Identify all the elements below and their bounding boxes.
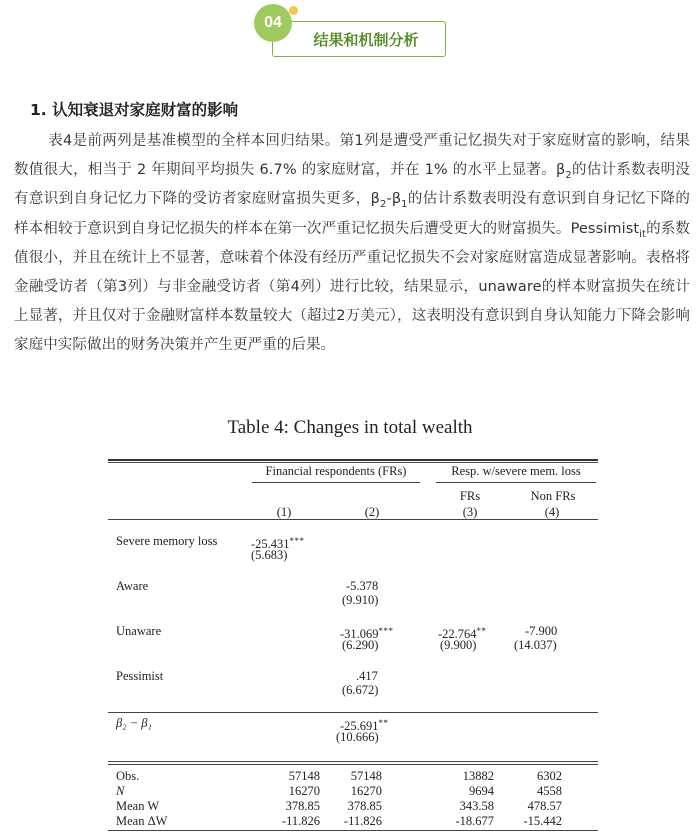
para-part-5: 的系数值很小，并且在统计上不显著，意味着个体没有经历严重记忆损失不会对家庭财富造成显著影响。表格将金融受访者（第3列）与非金融受访者（第4列）进行比较，结果显示，unaware的样本财富损失在统计上显著，并且仅对于金融财富样本数量较大（超过2万美元），这表明没有意识到自身认知能力下降会影响家庭中实际做出的财务决策并产生更严重的后果。 — [14, 220, 691, 354]
para-part-1: 表4是前两列是基准模型的全样本回归结果。第1列是遭受严重记忆损失对于家庭财富的影响，结果数值很大，相当于 2 年期间平均损失 6.7% 的家庭财富，并在 1% 的水平上显著。β — [14, 133, 690, 179]
table-top-rule-2 — [108, 462, 598, 463]
row-label-pessimist: Pessimist — [116, 669, 164, 683]
group-header-severe: Resp. w/severe mem. loss — [451, 464, 581, 478]
table-title: Table 4: Changes in total wealth — [227, 417, 473, 438]
stat-n-c3: 9694 — [469, 784, 494, 798]
coef: -25.431 — [251, 537, 290, 551]
stat-label-n: N — [116, 784, 125, 798]
cell-pessimist-c2: .417 — [356, 669, 378, 683]
se-unaware-c3: (9.900) — [440, 638, 477, 652]
group-header-frs: Financial respondents (FRs) — [265, 464, 407, 478]
col3-name: FRs — [459, 489, 481, 503]
stat-n-c2: 16270 — [350, 784, 382, 798]
stat-n-c1: 16270 — [288, 784, 320, 798]
header-bottom-rule — [108, 519, 598, 520]
para-part-3: -β — [386, 191, 402, 208]
stat-n-c4: 4558 — [537, 784, 562, 798]
se-aware-c2: (9.910) — [342, 593, 379, 607]
row-label-severe: Severe memory loss — [116, 534, 218, 548]
stat-meandw-c2: -11.826 — [343, 814, 382, 828]
subscript-1: 1 — [401, 199, 408, 211]
subsection-heading: 1. 认知衰退对家庭财富的影响 — [30, 101, 239, 119]
stat-label-mean-dw: Mean ΔW — [116, 814, 168, 828]
se-severe-c1: (5.683) — [251, 548, 288, 562]
stat-meanw-c4: 478.57 — [527, 799, 562, 813]
stat-label-mean-w: Mean W — [116, 799, 160, 813]
stat-obs-c2: 57148 — [350, 769, 382, 783]
para-part-4: 的估计系数表明没有意识到自身记忆下降的样本相较于意识到自身记忆损失的样本在第一次严重记忆损失后遭受更大的财富损失。Pessimist — [14, 191, 690, 237]
body-paragraph — [14, 127, 690, 361]
section-number: 04 — [254, 4, 292, 42]
stats-top-rule — [108, 761, 598, 762]
col-num-4: (4) — [544, 505, 560, 519]
section-title: 结果和机制分析 — [272, 21, 446, 57]
table-top-rule — [108, 459, 598, 461]
subscript-2b: 2 — [380, 199, 387, 211]
stat-meandw-c4: -15.442 — [523, 814, 562, 828]
col-num-3: (3) — [462, 505, 478, 519]
group-rule-1 — [252, 482, 420, 483]
row-label-beta-diff: β₂ − β₁ — [116, 716, 152, 730]
section-badge — [254, 4, 454, 58]
se-pessimist-c2: (6.672) — [342, 683, 379, 697]
stat-obs-c1: 57148 — [288, 769, 320, 783]
subscript-2: 2 — [565, 170, 572, 182]
coef: -22.764 — [438, 627, 477, 641]
badge-dot-decoration — [289, 6, 298, 15]
table-bottom-rule — [108, 830, 598, 831]
col-num-2: (2) — [364, 505, 380, 519]
stat-obs-c3: 13882 — [462, 769, 494, 783]
se-unaware-c4: (14.037) — [514, 638, 557, 652]
stat-meandw-c3: -18.677 — [455, 814, 494, 828]
stat-label-obs: Obs. — [116, 769, 140, 783]
row-label-aware: Aware — [116, 579, 149, 593]
stat-meandw-c1: -11.826 — [281, 814, 320, 828]
stat-obs-c4: 6302 — [537, 769, 562, 783]
col-num-1: (1) — [276, 505, 292, 519]
cell-aware-c2: -5.378 — [346, 579, 379, 593]
col4-name: Non FRs — [530, 489, 576, 503]
coef: -25.691 — [340, 719, 379, 733]
stats-top-rule-2 — [108, 764, 598, 765]
mid-rule — [108, 712, 598, 713]
row-label-unaware: Unaware — [116, 624, 162, 638]
stat-meanw-c3: 343.58 — [459, 799, 494, 813]
significance-stars: ** — [476, 626, 487, 636]
significance-stars: *** — [378, 626, 394, 636]
coef: -31.069 — [340, 627, 379, 641]
se-unaware-c2: (6.290) — [342, 638, 379, 652]
stat-meanw-c1: 378.85 — [285, 799, 320, 813]
significance-stars: ** — [378, 718, 389, 728]
para-part-2: 的估计系数表明没有意识到自身记忆力下降的受访者家庭财富损失更多，β — [14, 162, 690, 208]
significance-stars: *** — [289, 536, 305, 546]
subscript-it: it — [639, 228, 647, 240]
se-beta-c2: (10.666) — [336, 730, 379, 744]
group-rule-2 — [436, 482, 596, 483]
stat-meanw-c2: 378.85 — [347, 799, 382, 813]
cell-unaware-c4: -7.900 — [525, 624, 558, 638]
